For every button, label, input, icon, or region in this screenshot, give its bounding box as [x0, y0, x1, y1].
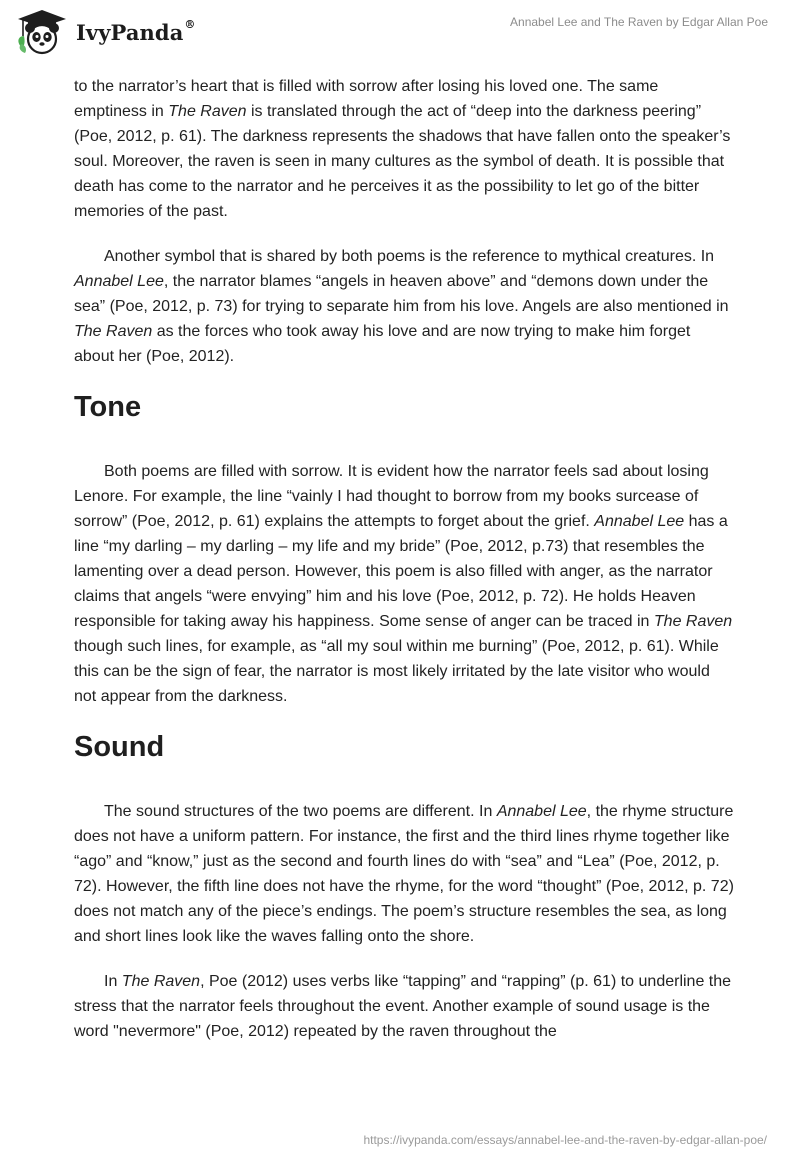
document-title: Annabel Lee and The Raven by Edgar Allan Poe — [510, 15, 768, 29]
italic-title-text: Annabel Lee — [594, 513, 685, 530]
paragraph-text: is translated through the act of “deep into the darkness peering” (Poe, 2012, p. 61). The darkness represents the shadows that have fallen onto the speaker’s soul. Moreover, the raven is seen in many cultures as the symbol of death. It is possible that death has come to the narrator and he perceives it as the possibility to let go of the bitter memories of the past. — [74, 103, 731, 220]
italic-title-text: Annabel Lee — [74, 273, 164, 290]
paragraph-text: to the narrator’s heart that is filled with sorrow after losing his loved one. The same emptiness in — [74, 78, 659, 120]
italic-title-text: Annabel Lee — [496, 803, 587, 820]
paragraph-text: though such lines, for example, as “all my soul within me burning” (Poe, 2012, p. 61). While this can be the sign of fear, the narrator is most likely irritated by the late visitor who would not appear from the darkness. — [74, 638, 719, 705]
panda-graduate-logo-icon — [14, 8, 70, 56]
paragraph-3 — [74, 459, 734, 709]
ivypanda-logo[interactable] — [14, 8, 196, 56]
paragraph-text: as the forces who took away his love and are now trying to make him forget about her (Poe, 2012). — [74, 323, 691, 365]
italic-title-text: The Raven — [121, 973, 201, 990]
essay-content — [74, 74, 734, 1064]
paragraph-text: , Poe (2012) uses verbs like “tapping” and “rapping” (p. 61) to underline the stress that the narrator feels throughout the event. Another example of sound usage is the word "nevermore" (Poe, 2012) repeated by the raven throughout the — [74, 973, 732, 1040]
footer-url[interactable]: https://ivypanda.com/essays/annabel-lee-and-the-raven-by-edgar-allan-poe/ — [363, 1133, 767, 1147]
paragraph-text: Both poems are filled with sorrow. It is evident how the narrator feels sad about losing Lenore. For example, the line “vainly I had thought to borrow from my books surcease of sorrow” (Poe, 2012, p. 61) explains the attempts to forget about the grief. — [74, 463, 709, 530]
italic-title-text: The Raven — [653, 613, 733, 630]
paragraph-text: has a line “my darling – my darling – my life and my bride” (Poe, 2012, p.73) that resembles the lamenting over a dead person. However, this poem is also filled with anger, as the narrator claims that angels “were envying” him and his love (Poe, 2012, p. 72). He holds Heaven responsible for taking away his happiness. Some sense of anger can be traced in — [74, 513, 728, 630]
paragraph-1 — [74, 74, 734, 224]
italic-title-text: The Raven — [168, 103, 247, 120]
paragraph-text: In — [104, 973, 122, 990]
heading-tone: Tone — [74, 391, 142, 423]
paragraph-text: , the rhyme structure does not have a uniform pattern. For instance, the first and the third lines rhyme together like “ago” and “know,” just as the second and fourth lines do with “sea” and “Lea” (Poe, 2012, p. 72). However, the fifth line does not have the rhyme, for the word “thought” (Poe, 2012, p. 72) does not match any of the piece’s endings. The poem’s structure resembles the sea, as long and short lines look like the waves falling onto the shore. — [74, 803, 734, 945]
paragraph-text: Another symbol that is shared by both poems is the reference to mythical creatures. In — [104, 248, 715, 265]
heading-sound: Sound — [74, 731, 165, 763]
paragraph-text: The sound structures of the two poems are different. In — [104, 803, 497, 820]
paragraph-4 — [74, 799, 734, 949]
page-header — [0, 0, 800, 60]
paragraph-2 — [74, 244, 734, 369]
italic-title-text: The Raven — [74, 323, 153, 340]
registered-mark: ® — [184, 17, 196, 31]
logo-wordmark: IvyPanda® — [76, 17, 196, 45]
paragraph-5 — [74, 969, 734, 1044]
paragraph-text: , the narrator blames “angels in heaven above” and “demons down under the sea” (Poe, 2012, p. 73) for trying to separate him from his love. Angels are also mentioned in — [74, 273, 729, 315]
